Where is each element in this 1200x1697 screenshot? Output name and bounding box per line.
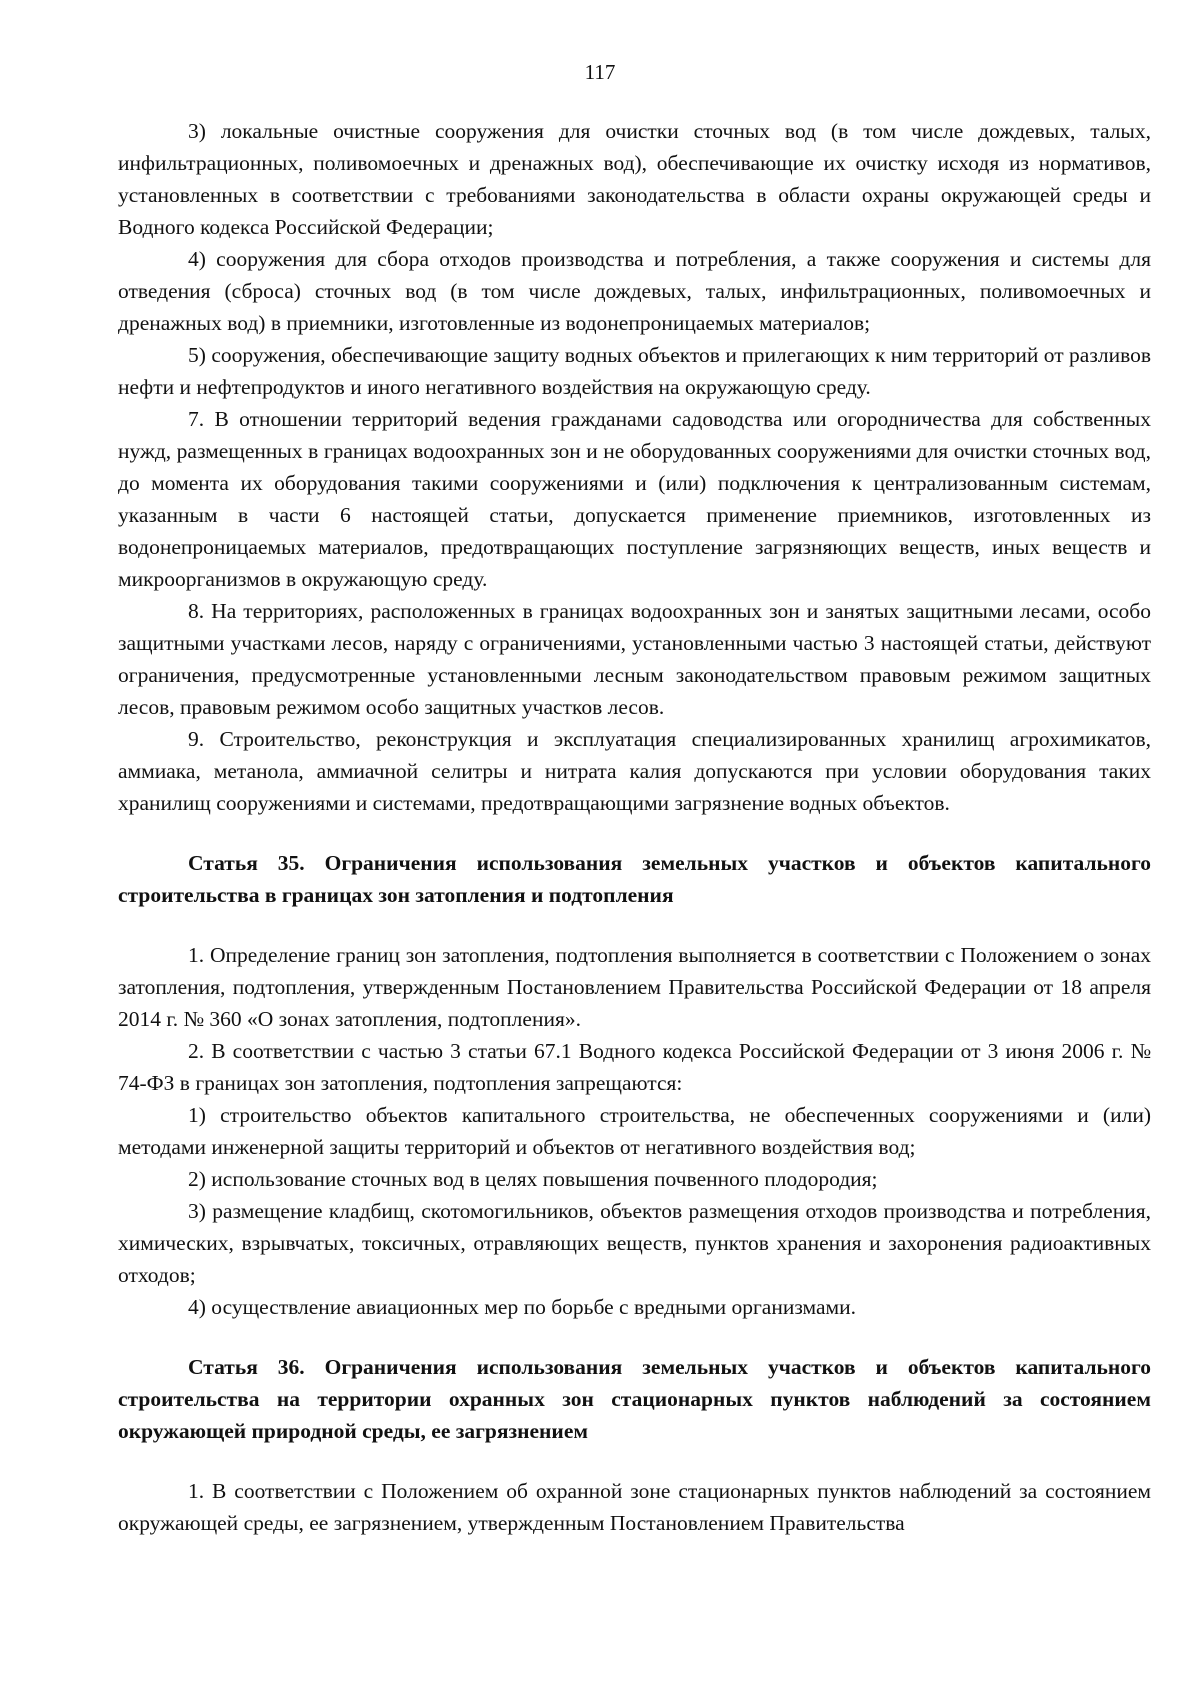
article-35-part-2: 2. В соответствии с частью 3 статьи 67.1 Водного кодекса Российской Федерации от 3 июня 2006 г. № 74-ФЗ в границах зон затопления, подтопления запрещаются: (118, 1039, 1151, 1095)
article-36-heading: Статья 36. Ограничения использования земельных участков и объектов капитального строительства на территории охранных зон стационарных пунктов наблюдений за состоянием окружающей природной среды, ее загрязнением (118, 1355, 1151, 1443)
article-35-part-1: 1. Определение границ зон затопления, подтопления выполняется в соответствии с Положением о зонах затопления, подтопления, утвержденным Постановлением Правительства Российской Федерации от 18 апреля 2014 г. № 360 «О зонах затопления, подтопления». (118, 943, 1151, 1031)
article-36-part-1: 1. В соответствии с Положением об охранной зоне стационарных пунктов наблюдений за состоянием окружающей среды, ее загрязнением, утвержденным Постановлением Правительства (118, 1479, 1151, 1535)
paragraph-item-3: 3) локальные очистные сооружения для очистки сточных вод (в том числе дождевых, талых, инфильтрационных, поливомоечных и дренажных вод), обеспечивающие их очистку исходя из нормативов, установленных в соответствии с требованиями законодательства в области охраны окружающей среды и Водного кодекса Российской Федерации; (118, 119, 1151, 239)
paragraph-item-5: 5) сооружения, обеспечивающие защиту водных объектов и прилегающих к ним территорий от разливов нефти и нефтепродуктов и иного негативного воздействия на окружающую среду. (118, 343, 1151, 399)
page-number: 117 (584, 60, 616, 84)
paragraph-part-9: 9. Строительство, реконструкция и эксплуатация специализированных хранилищ агрохимикатов, аммиака, метанола, аммиачной селитры и нитрата калия допускаются при условии оборудования таких хранилищ сооружениями и системами, предотвращающими загрязнение водных объектов. (118, 727, 1151, 815)
article-35-item-3: 3) размещение кладбищ, скотомогильников, объектов размещения отходов производства и потребления, химических, взрывчатых, токсичных, отравляющих веществ, пунктов хранения и захоронения радиоактивных отходов; (118, 1199, 1151, 1287)
paragraph-part-7: 7. В отношении территорий ведения гражданами садоводства или огородничества для собственных нужд, размещенных в границах водоохранных зон и не оборудованных сооружениями для очистки сточных вод, до момента их оборудования такими сооружениями и (или) подключения к централизованным системам, указанным в части 6 настоящей статьи, допускается применение приемников, изготовленных из водонепроницаемых материалов, предотвращающих поступление загрязняющих веществ, иных веществ и микроорганизмов в окружающую среду. (118, 407, 1151, 591)
paragraph-item-4: 4) сооружения для сбора отходов производства и потребления, а также сооружения и системы для отведения (сброса) сточных вод (в том числе дождевых, талых, инфильтрационных, поливомоечных и дренажных вод) в приемники, изготовленные из водонепроницаемых материалов; (118, 247, 1151, 335)
article-35-item-1: 1) строительство объектов капитального строительства, не обеспеченных сооружениями и (или) методами инженерной защиты территорий и объектов от негативного воздействия вод; (118, 1103, 1151, 1159)
article-35-item-4: 4) осуществление авиационных мер по борьбе с вредными организмами. (188, 1295, 857, 1319)
article-35-heading: Статья 35. Ограничения использования земельных участков и объектов капитального строительства в границах зон затопления и подтопления (118, 851, 1151, 907)
document-body (118, 115, 1151, 1539)
article-35-item-2: 2) использование сточных вод в целях повышения почвенного плодородия; (188, 1167, 878, 1191)
paragraph-part-8: 8. На территориях, расположенных в границах водоохранных зон и занятых защитными лесами, особо защитными участками лесов, наряду с ограничениями, установленными частью 3 настоящей статьи, действуют ограничения, предусмотренные установленными лесным законодательством правовым режимом защитных лесов, правовым режимом особо защитных участков лесов. (118, 599, 1151, 719)
